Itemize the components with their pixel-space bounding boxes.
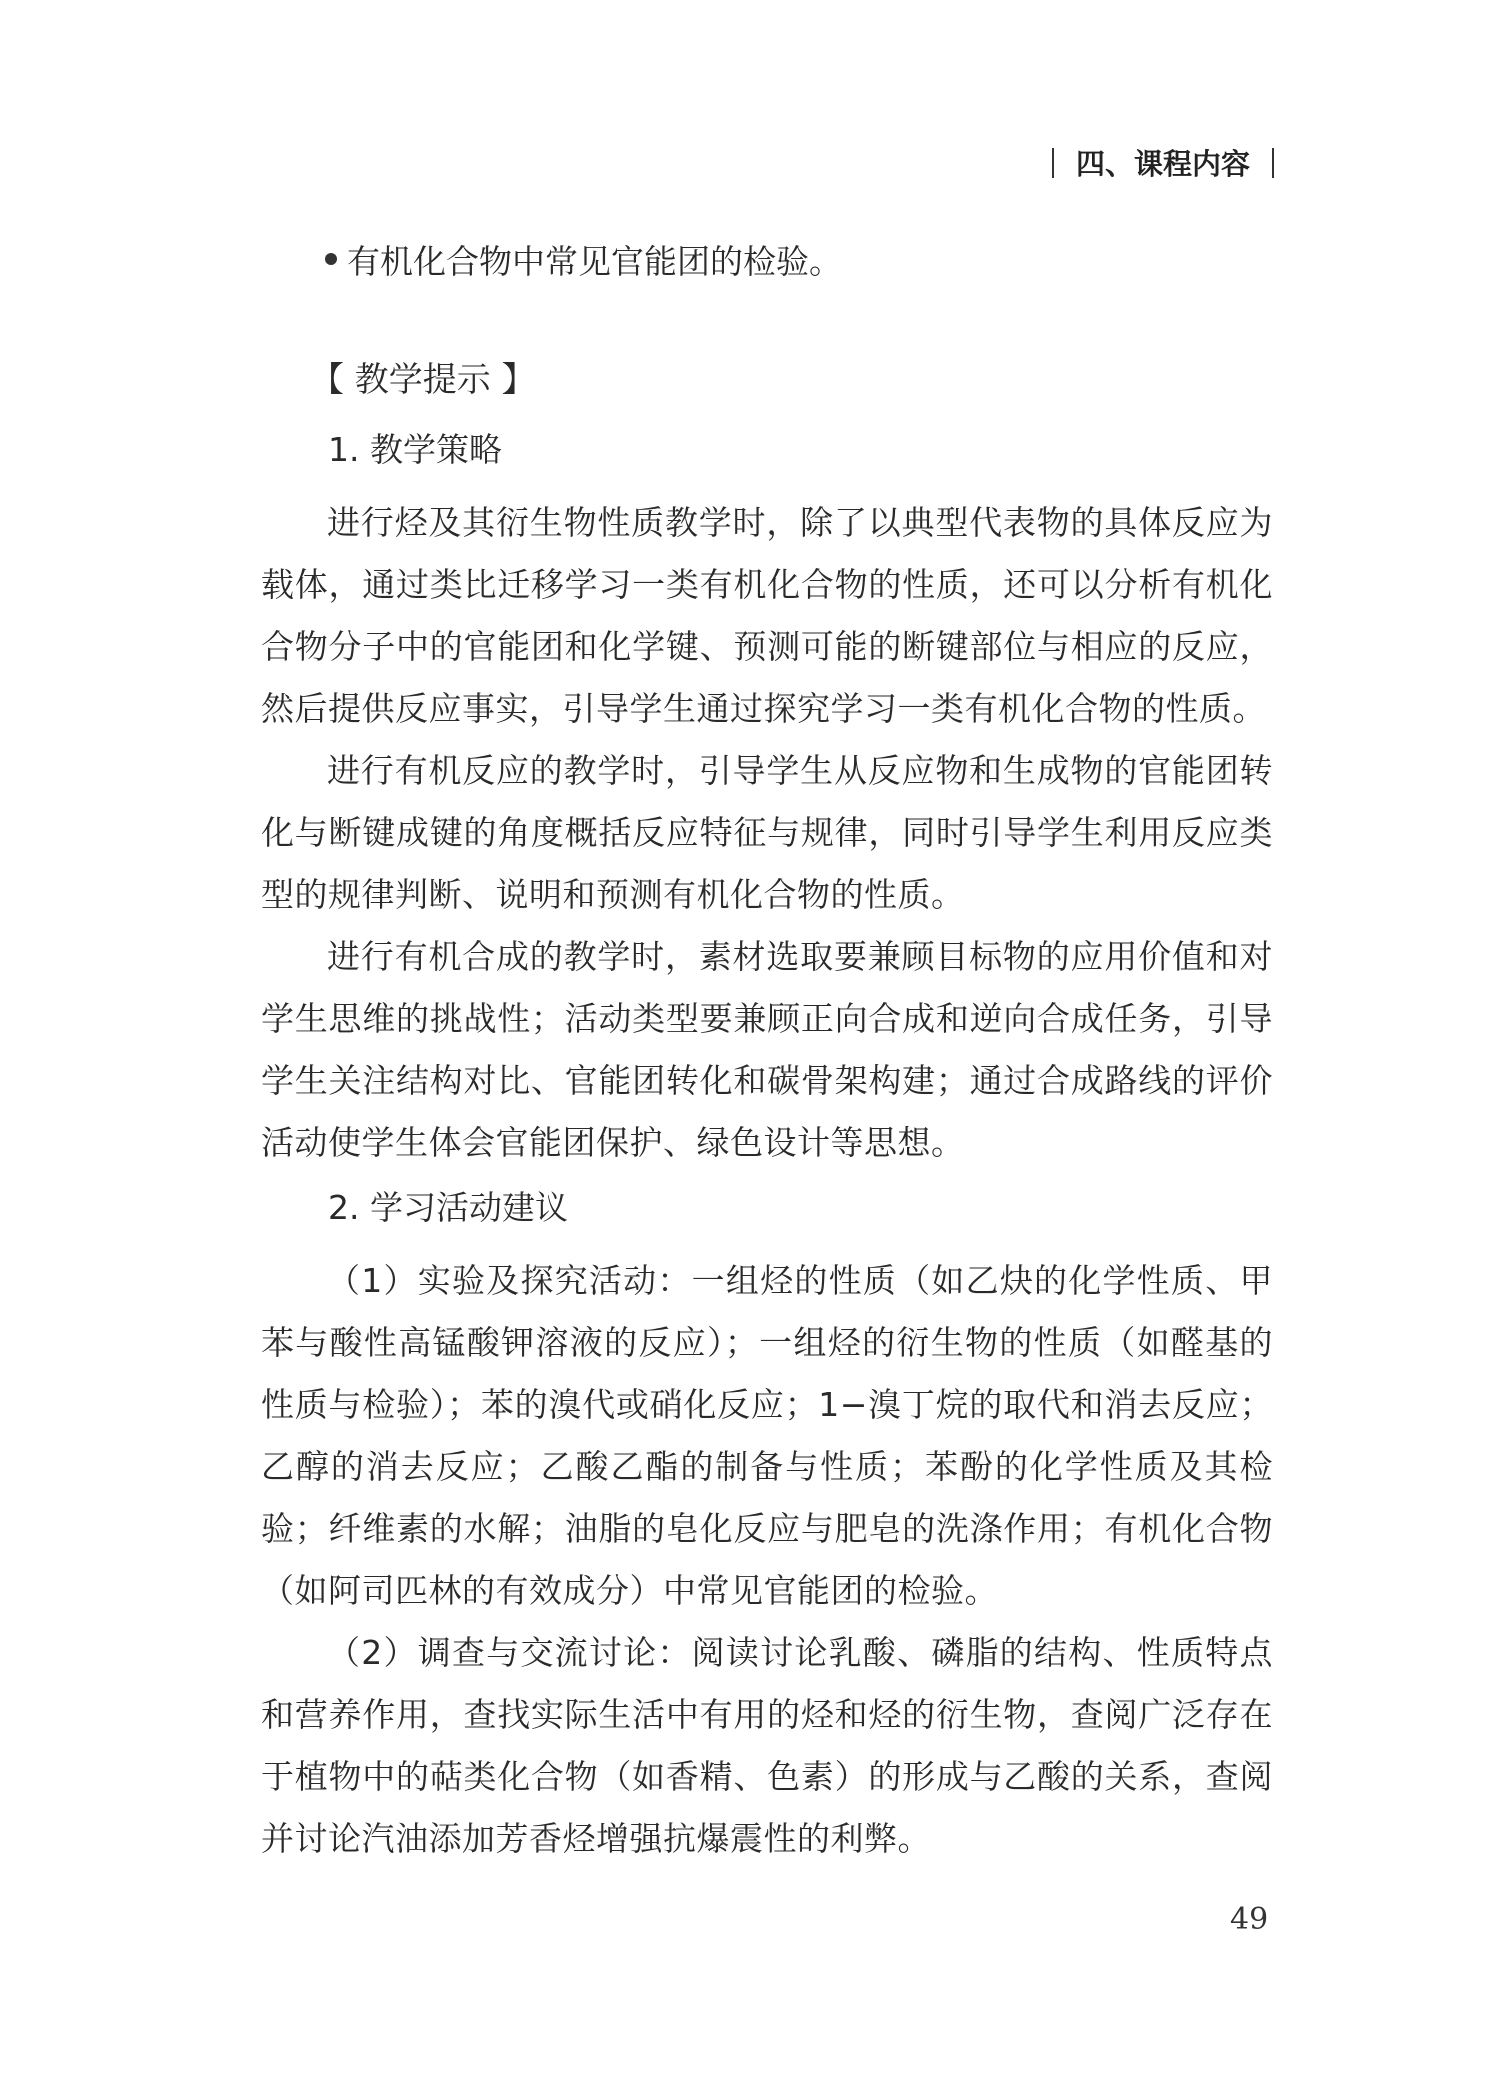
header-divider-right [1272,148,1274,178]
section-title: 【 教学提示 】 [310,360,536,400]
page-number: 49 [1230,1902,1269,1937]
strategy-title: 1. 教学策略 [328,430,502,469]
activities-paragraph-2: （2）调查与交流讨论：阅读讨论乳酸、磷脂的结构、性质特点和营养作用，查找实际生活中有用的烃和烃的衍生物，查阅广泛存在于植物中的萜类化合物（如香精、色素）的形成与乙酸的关系，查阅并讨论汽油添加芳香烃增强抗爆震性的利弊。 [261,1633,1273,1858]
header-section-title: 四、课程内容 [1076,147,1251,181]
running-header [1030,142,1296,183]
activities-title: 2. 学习活动建议 [328,1188,568,1227]
header-divider-left [1052,148,1054,178]
bullet-item [325,236,842,288]
bullet-item-text: 有机化合物中常见官能团的检验。 [347,242,842,281]
strategy-paragraph-1: 进行烃及其衍生物性质教学时，除了以典型代表物的具体反应为载体，通过类比迁移学习一类有机化合物的性质，还可以分析有机化合物分子中的官能团和化学键、预测可能的断键部位与相应的反应，然后提供反应事实，引导学生通过探究学习一类有机化合物的性质。 [261,503,1273,728]
bullet-icon [325,253,337,265]
strategy-paragraph-2: 进行有机反应的教学时，引导学生从反应物和生成物的官能团转化与断键成键的角度概括反应特征与规律，同时引导学生利用反应类型的规律判断、说明和预测有机化合物的性质。 [261,751,1273,914]
activities-paragraph-1: （1）实验及探究活动：一组烃的性质（如乙炔的化学性质、甲苯与酸性高锰酸钾溶液的反应）；一组烃的衍生物的性质（如醛基的性质与检验）；苯的溴代或硝化反应；1−溴丁烷的取代和消去反应；乙醇的消去反应；乙酸乙酯的制备与性质；苯酚的化学性质及其检验；纤维素的水解；油脂的皂化反应与肥皂的洗涤作用；有机化合物（如阿司匹林的有效成分）中常见官能团的检验。 [261,1261,1273,1610]
strategy-paragraph-3: 进行有机合成的教学时，素材选取要兼顾目标物的应用价值和对学生思维的挑战性；活动类型要兼顾正向合成和逆向合成任务，引导学生关注结构对比、官能团转化和碳骨架构建；通过合成路线的评价活动使学生体会官能团保护、绿色设计等思想。 [261,937,1273,1162]
